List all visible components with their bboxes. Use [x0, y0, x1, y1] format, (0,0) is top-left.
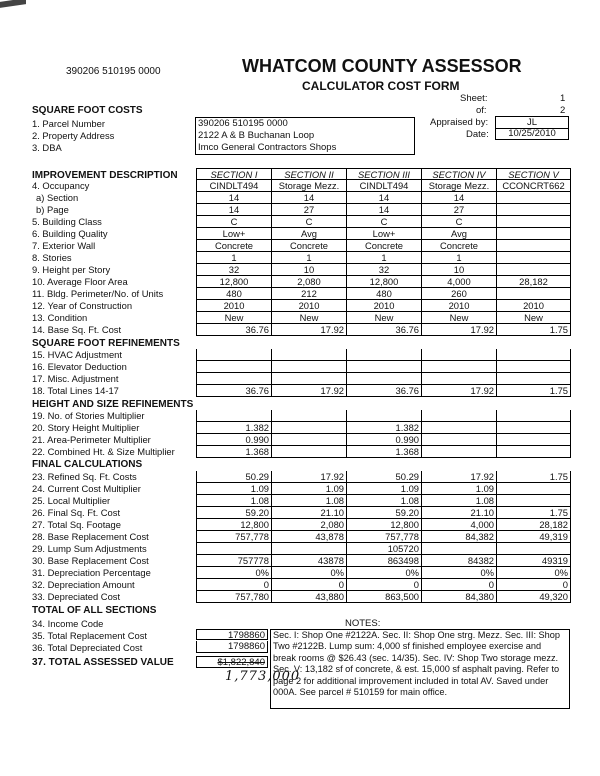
table-cell: [496, 349, 571, 361]
table-cell: 43,880: [271, 591, 346, 603]
table-cell: New: [421, 312, 496, 324]
table-cell: [196, 349, 271, 361]
refinements-heading: SQUARE FOOT REFINEMENTS: [32, 338, 180, 349]
table-cell: 260: [421, 288, 496, 300]
table-cell: [196, 361, 271, 373]
table-cell: 17.92: [271, 324, 346, 336]
table-cell: 0%: [346, 567, 421, 579]
table-cell: 1: [346, 252, 421, 264]
improvement-heading: IMPROVEMENT DESCRIPTION: [32, 170, 178, 181]
row-label: 33. Depreciated Cost: [32, 591, 121, 602]
totals-heading: TOTAL OF ALL SECTIONS: [32, 605, 157, 616]
table-cell: 17.92: [421, 324, 496, 336]
table-cell: 1.368: [196, 446, 271, 458]
table-cell: 12,800: [196, 519, 271, 531]
table-cell: [496, 410, 571, 422]
table-cell: 0: [421, 579, 496, 591]
table-cell: 2010: [271, 300, 346, 312]
table-cell: 863498: [346, 555, 421, 567]
table-cell: 1.09: [421, 483, 496, 495]
table-cell: New: [346, 312, 421, 324]
table-cell: 27: [271, 204, 346, 216]
total-assessed-label: 37. TOTAL ASSESSED VALUE: [32, 657, 174, 668]
table-cell: 2010: [421, 300, 496, 312]
handwritten-assessed-value: 1,773,000: [225, 669, 301, 684]
table-cell: 0: [496, 579, 571, 591]
row-label: a) Section: [36, 192, 79, 203]
total-depreciated-value: 1798860: [196, 641, 268, 653]
table-cell: C: [421, 216, 496, 228]
table-cell: 1.08: [196, 495, 271, 507]
table-cell: 43878: [271, 555, 346, 567]
total-assessed-value: $1,822,840: [196, 656, 268, 668]
table-cell: [421, 410, 496, 422]
table-cell: 49,319: [496, 531, 571, 543]
table-cell: 36.76: [346, 324, 421, 336]
parcel-label: 1. Parcel Number: [32, 118, 105, 129]
row-label: 14. Base Sq. Ft. Cost: [32, 324, 122, 335]
table-cell: [346, 373, 421, 385]
table-cell: 1.09: [271, 483, 346, 495]
table-cell: [271, 434, 346, 446]
table-cell: [346, 361, 421, 373]
row-label: 15. HVAC Adjustment: [32, 349, 122, 360]
row-label: 26. Final Sq. Ft. Cost: [32, 507, 121, 518]
address-value: 2122 A & B Buchanan Loop: [198, 130, 315, 141]
table-cell: CCONCRT662: [496, 180, 571, 192]
table-cell: C: [271, 216, 346, 228]
table-cell: C: [346, 216, 421, 228]
table-cell: 27: [421, 204, 496, 216]
table-cell: 4,000: [421, 276, 496, 288]
table-cell: [496, 446, 571, 458]
table-cell: 0%: [421, 567, 496, 579]
table-cell: 480: [196, 288, 271, 300]
table-cell: 2010: [346, 300, 421, 312]
table-cell: [496, 422, 571, 434]
section-header-1: SECTION I: [196, 168, 271, 180]
scan-corner-mark: [0, 0, 26, 8]
table-cell: 0: [271, 579, 346, 591]
table-cell: [196, 543, 271, 555]
table-cell: [196, 410, 271, 422]
table-cell: 21.10: [271, 507, 346, 519]
row-label: 4. Occupancy: [32, 180, 90, 191]
table-cell: 36.76: [346, 385, 421, 397]
row-label: 23. Refined Sq. Ft. Costs: [32, 471, 137, 482]
table-cell: [496, 495, 571, 507]
table-cell: [496, 228, 571, 240]
table-cell: 28,182: [496, 276, 571, 288]
row-label: 31. Depreciation Percentage: [32, 567, 151, 578]
appraised-label: Appraised by:: [430, 117, 489, 128]
table-cell: [421, 434, 496, 446]
table-cell: 2010: [196, 300, 271, 312]
table-cell: 757778: [196, 555, 271, 567]
row-label: b) Page: [36, 204, 69, 215]
table-cell: 17.92: [271, 471, 346, 483]
row-label: 13. Condition: [32, 312, 88, 323]
of-label: of:: [476, 105, 487, 116]
table-cell: C: [196, 216, 271, 228]
sheet-value: 1: [560, 93, 566, 104]
table-cell: 50.29: [346, 471, 421, 483]
row-label: 7. Exterior Wall: [32, 240, 96, 251]
table-cell: Concrete: [421, 240, 496, 252]
table-cell: [421, 422, 496, 434]
table-cell: [421, 446, 496, 458]
table-cell: 17.92: [421, 471, 496, 483]
table-cell: CINDLT494: [196, 180, 271, 192]
notes-text: Sec. I: Shop One #2122A. Sec. II: Shop One strg. Mezz. Sec. III: Shop Two #2122B. Lump sum: 4,000 sf finished employee exercise and break rooms @ $26.43 (sec. 14/35). Sec. IV: Shop Two storage mezz. Sec. V: 13,182 sf of concrete, & est. 15,000 sf asphalt paving. Refer to page 2 for additional improvement included in total AV. Saved under 000A. See parcel # 510159 for main office.: [273, 630, 561, 698]
dba-value: Imco General Contractors Shops: [198, 142, 337, 153]
table-cell: [346, 349, 421, 361]
row-label: 29. Lump Sum Adjustments: [32, 543, 147, 554]
row-label: 24. Current Cost Multiplier: [32, 483, 141, 494]
table-cell: 12,800: [346, 276, 421, 288]
table-cell: 757,778: [196, 531, 271, 543]
table-cell: 0: [346, 579, 421, 591]
table-cell: Storage Mezz.: [421, 180, 496, 192]
table-cell: [271, 446, 346, 458]
table-cell: Concrete: [196, 240, 271, 252]
row-label: 17. Misc. Adjustment: [32, 373, 119, 384]
table-cell: [346, 410, 421, 422]
table-cell: 2,080: [271, 519, 346, 531]
table-cell: 14: [196, 192, 271, 204]
table-cell: 1: [421, 252, 496, 264]
table-cell: 10: [421, 264, 496, 276]
table-cell: [271, 373, 346, 385]
of-value: 2: [560, 105, 566, 116]
table-cell: 32: [346, 264, 421, 276]
notes-heading: NOTES:: [345, 618, 381, 629]
table-cell: 14: [271, 192, 346, 204]
table-cell: Avg: [271, 228, 346, 240]
row-label: 21. Area-Perimeter Multiplier: [32, 434, 151, 445]
table-cell: [421, 361, 496, 373]
row-label: 10. Average Floor Area: [32, 276, 128, 287]
date-value: 10/25/2010: [495, 128, 569, 140]
row-label: 12. Year of Construction: [32, 300, 133, 311]
table-cell: 12,800: [196, 276, 271, 288]
table-cell: 0.990: [346, 434, 421, 446]
table-cell: 1.09: [346, 483, 421, 495]
section-header-2: SECTION II: [271, 168, 346, 180]
table-cell: Low+: [196, 228, 271, 240]
row-label: 6. Building Quality: [32, 228, 108, 239]
table-cell: New: [496, 312, 571, 324]
section-header-5: SECTION V: [496, 168, 571, 180]
row-label: 20. Story Height Multiplier: [32, 422, 140, 433]
table-cell: 863,500: [346, 591, 421, 603]
table-cell: 1: [271, 252, 346, 264]
table-cell: [421, 349, 496, 361]
table-cell: [271, 361, 346, 373]
section-header-3: SECTION III: [346, 168, 421, 180]
table-cell: [496, 264, 571, 276]
table-cell: 14: [346, 204, 421, 216]
table-cell: CINDLT494: [346, 180, 421, 192]
parcel-number-top: 390206 510195 0000: [66, 66, 161, 77]
table-cell: 10: [271, 264, 346, 276]
date-label: Date:: [466, 129, 489, 140]
table-cell: 1.08: [421, 495, 496, 507]
table-cell: [421, 373, 496, 385]
table-cell: 0%: [496, 567, 571, 579]
table-cell: 43,878: [271, 531, 346, 543]
total-depreciated-label: 36. Total Depreciated Cost: [32, 642, 143, 653]
table-cell: 1.08: [271, 495, 346, 507]
row-label: 28. Base Replacement Cost: [32, 531, 149, 542]
table-cell: New: [271, 312, 346, 324]
row-label: 19. No. of Stories Multiplier: [32, 410, 145, 421]
height-heading: HEIGHT AND SIZE REFINEMENTS: [32, 399, 194, 410]
table-cell: [496, 216, 571, 228]
table-cell: 36.76: [196, 385, 271, 397]
table-cell: New: [196, 312, 271, 324]
table-cell: 84382: [421, 555, 496, 567]
table-cell: 757,778: [346, 531, 421, 543]
table-cell: 14: [346, 192, 421, 204]
table-cell: 1.382: [196, 422, 271, 434]
table-cell: 49319: [496, 555, 571, 567]
table-cell: Storage Mezz.: [271, 180, 346, 192]
table-cell: Concrete: [271, 240, 346, 252]
table-cell: [496, 288, 571, 300]
table-cell: 59.20: [196, 507, 271, 519]
square-foot-heading: SQUARE FOOT COSTS: [32, 105, 143, 116]
table-cell: 32: [196, 264, 271, 276]
table-cell: [496, 204, 571, 216]
table-cell: 757,780: [196, 591, 271, 603]
section-header-4: SECTION IV: [421, 168, 496, 180]
table-cell: 4,000: [421, 519, 496, 531]
row-label: 8. Stories: [32, 252, 72, 263]
table-cell: 59.20: [346, 507, 421, 519]
table-cell: [496, 252, 571, 264]
table-cell: Concrete: [346, 240, 421, 252]
table-cell: 21.10: [421, 507, 496, 519]
row-label: 9. Height per Story: [32, 264, 111, 275]
table-cell: 84,380: [421, 591, 496, 603]
table-cell: 1.382: [346, 422, 421, 434]
address-label: 2. Property Address: [32, 130, 115, 141]
table-cell: 84,382: [421, 531, 496, 543]
row-label: 32. Depreciation Amount: [32, 579, 135, 590]
table-cell: Avg: [421, 228, 496, 240]
total-replacement-label: 35. Total Replacement Cost: [32, 630, 147, 641]
page-subtitle: CALCULATOR COST FORM: [302, 79, 460, 93]
table-cell: 0: [196, 579, 271, 591]
table-cell: 1.08: [346, 495, 421, 507]
table-cell: [496, 240, 571, 252]
table-cell: 1.75: [496, 471, 571, 483]
row-label: 27. Total Sq. Footage: [32, 519, 121, 530]
final-heading: FINAL CALCULATIONS: [32, 459, 143, 470]
table-cell: 14: [196, 204, 271, 216]
table-cell: 480: [346, 288, 421, 300]
row-label: 5. Building Class: [32, 216, 102, 227]
table-cell: [196, 373, 271, 385]
table-cell: [271, 349, 346, 361]
table-cell: [271, 543, 346, 555]
table-cell: 1.75: [496, 324, 571, 336]
row-label: 25. Local Multiplier: [32, 495, 111, 506]
table-cell: 1.75: [496, 507, 571, 519]
table-cell: 0%: [196, 567, 271, 579]
table-cell: 1.368: [346, 446, 421, 458]
table-cell: [496, 483, 571, 495]
table-cell: [496, 434, 571, 446]
table-cell: [271, 422, 346, 434]
row-label: 18. Total Lines 14-17: [32, 385, 119, 396]
table-cell: 14: [421, 192, 496, 204]
table-cell: 28,182: [496, 519, 571, 531]
table-cell: 17.92: [421, 385, 496, 397]
table-cell: 36.76: [196, 324, 271, 336]
table-cell: 50.29: [196, 471, 271, 483]
row-label: 16. Elevator Deduction: [32, 361, 127, 372]
row-label: 30. Base Replacement Cost: [32, 555, 149, 566]
table-cell: 212: [271, 288, 346, 300]
table-cell: 105720: [346, 543, 421, 555]
table-cell: 2,080: [271, 276, 346, 288]
table-cell: [271, 410, 346, 422]
income-code-label: 34. Income Code: [32, 618, 104, 629]
table-cell: [421, 543, 496, 555]
table-cell: 17.92: [271, 385, 346, 397]
table-cell: [496, 192, 571, 204]
table-cell: 1.75: [496, 385, 571, 397]
parcel-value: 390206 510195 0000: [198, 118, 288, 129]
table-cell: 1: [196, 252, 271, 264]
table-cell: [496, 373, 571, 385]
table-cell: [496, 361, 571, 373]
table-cell: 0.990: [196, 434, 271, 446]
table-cell: 49,320: [496, 591, 571, 603]
row-label: 22. Combined Ht. & Size Multiplier: [32, 446, 175, 457]
row-label: 11. Bldg. Perimeter/No. of Units: [32, 288, 164, 299]
table-cell: Low+: [346, 228, 421, 240]
table-cell: 2010: [496, 300, 571, 312]
table-cell: [496, 543, 571, 555]
table-cell: 1.09: [196, 483, 271, 495]
page-title: WHATCOM COUNTY ASSESSOR: [242, 56, 522, 76]
sheet-label: Sheet:: [460, 93, 488, 104]
total-replacement-value: 1798860: [196, 629, 268, 640]
table-cell: 0%: [271, 567, 346, 579]
appraised-value: JL: [495, 116, 569, 129]
dba-label: 3. DBA: [32, 142, 62, 153]
table-cell: 12,800: [346, 519, 421, 531]
